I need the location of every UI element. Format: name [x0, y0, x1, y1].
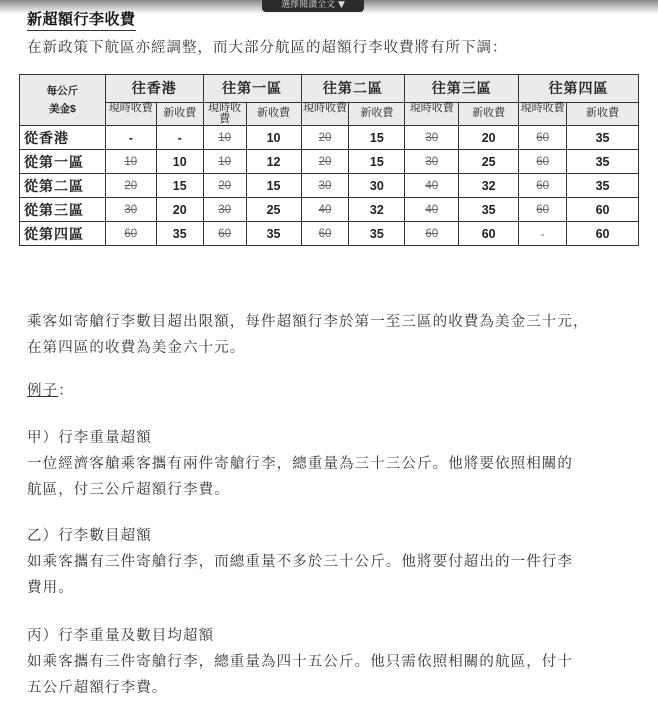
example-heading-colon: ： — [58, 383, 74, 399]
new-fee-cell: 30 — [349, 174, 405, 198]
current-fee-cell: - — [105, 126, 156, 150]
new-fee-cell: 15 — [349, 150, 405, 174]
fee-table — [19, 74, 639, 246]
current-fee-cell: 30 — [405, 126, 459, 150]
origin-label: 從第四區 — [20, 222, 106, 246]
new-fee-cell: 25 — [459, 150, 519, 174]
current-fee-cell: 40 — [301, 198, 349, 222]
example-heading-label: 例子 — [27, 383, 59, 399]
current-fee-header: 現時收費 — [405, 102, 459, 125]
new-fee-header: 新收費 — [156, 102, 203, 125]
current-fee-cell: 20 — [203, 174, 246, 198]
example-b — [27, 523, 573, 601]
new-fee-cell: 10 — [156, 150, 203, 174]
dest-header: 往第三區 — [405, 75, 519, 103]
example-c — [27, 623, 573, 701]
new-fee-cell: 15 — [349, 126, 405, 150]
current-fee-cell: 20 — [301, 126, 349, 150]
new-fee-cell: 35 — [459, 198, 519, 222]
new-fee-header: 新收費 — [349, 102, 405, 125]
dest-header: 往第二區 — [301, 75, 405, 103]
example-heading — [27, 378, 74, 404]
new-fee-cell: 35 — [567, 126, 639, 150]
current-fee-header: 現時收費 — [203, 102, 246, 125]
new-fee-cell: 60 — [567, 222, 639, 246]
example-line: 航區，付三公斤超額行李費。 — [27, 482, 230, 498]
new-fee-cell: 12 — [246, 150, 301, 174]
table-row — [20, 126, 639, 150]
origin-label: 從第二區 — [20, 174, 106, 198]
current-fee-cell: 30 — [105, 198, 156, 222]
new-fee-cell: 32 — [349, 198, 405, 222]
table-row — [20, 150, 639, 174]
current-fee-cell: 10 — [105, 150, 156, 174]
example-line: 如乘客攜有三件寄艙行李，而總重量不多於三十公斤。他將要付超出的一件行李 — [27, 554, 573, 570]
new-fee-cell: 60 — [567, 198, 639, 222]
table-row — [20, 174, 639, 198]
current-fee-cell: 60 — [105, 222, 156, 246]
excess-piece-note — [27, 309, 589, 361]
new-fee-cell: 25 — [246, 198, 301, 222]
example-line: 五公斤超額行李費。 — [27, 680, 168, 696]
current-fee-cell: 60 — [203, 222, 246, 246]
dest-header: 往第四區 — [519, 75, 639, 103]
example-line: 如乘客攜有三件寄艙行李，總重量為四十五公斤。他只需依照相關的航區，付十 — [27, 654, 573, 670]
dest-header: 往第一區 — [203, 75, 301, 103]
current-fee-cell: 30 — [203, 198, 246, 222]
current-fee-cell: 20 — [301, 150, 349, 174]
current-fee-cell: 60 — [519, 126, 567, 150]
example-title: 乙）行李數目超額 — [27, 528, 152, 544]
current-fee-header: 現時收費 — [301, 102, 349, 125]
new-fee-header: 新收費 — [567, 102, 639, 125]
new-fee-cell: - — [156, 126, 203, 150]
origin-label: 從第一區 — [20, 150, 106, 174]
page-title: 新超額行李收費 — [27, 8, 136, 31]
example-line: 費用。 — [27, 580, 74, 596]
new-fee-cell: 20 — [156, 198, 203, 222]
new-fee-cell: 32 — [459, 174, 519, 198]
intro-text: 在新政策下航區亦經調整，而大部分航區的超額行李收費將有所下調： — [27, 40, 508, 56]
new-fee-cell: 10 — [246, 126, 301, 150]
current-fee-cell: 30 — [301, 174, 349, 198]
current-fee-header: 現時收費 — [105, 102, 156, 125]
new-fee-cell: 35 — [349, 222, 405, 246]
example-title: 丙）行李重量及數目均超額 — [27, 628, 215, 644]
dest-header: 往香港 — [105, 75, 203, 103]
current-fee-cell: 40 — [405, 174, 459, 198]
current-fee-cell: 10 — [203, 150, 246, 174]
current-fee-cell: 20 — [105, 174, 156, 198]
new-fee-cell: 20 — [459, 126, 519, 150]
table-row — [20, 198, 639, 222]
current-fee-cell: 40 — [405, 198, 459, 222]
new-fee-header: 新收費 — [459, 102, 519, 125]
new-fee-cell: 35 — [567, 150, 639, 174]
example-line: 一位經濟客艙乘客攜有兩件寄艙行李，總重量為三十三公斤。他將要依照相關的 — [27, 456, 573, 472]
current-fee-cell: 60 — [519, 198, 567, 222]
new-fee-cell: 15 — [246, 174, 301, 198]
example-a — [27, 425, 573, 503]
current-fee-header: 現時收費 — [519, 102, 567, 125]
current-fee-cell: - — [519, 222, 567, 246]
new-fee-header: 新收費 — [246, 102, 301, 125]
current-fee-cell: 30 — [405, 150, 459, 174]
new-fee-cell: 35 — [156, 222, 203, 246]
current-fee-cell: 60 — [519, 174, 567, 198]
new-fee-cell: 15 — [156, 174, 203, 198]
example-title: 甲）行李重量超額 — [27, 430, 152, 446]
unit-header — [20, 75, 106, 126]
current-fee-cell: 60 — [519, 150, 567, 174]
new-fee-cell: 35 — [567, 174, 639, 198]
current-fee-cell: 60 — [405, 222, 459, 246]
current-fee-cell: 10 — [203, 126, 246, 150]
note-line: 乘客如寄艙行李數目超出限額，每件超額行李於第一至三區的收費為美金三十元， — [27, 314, 589, 330]
origin-label: 從香港 — [20, 126, 106, 150]
new-fee-cell: 35 — [246, 222, 301, 246]
new-fee-cell: 60 — [459, 222, 519, 246]
current-fee-cell: 60 — [301, 222, 349, 246]
unit-label-per-kg: 每公斤 — [46, 85, 79, 97]
note-line: 在第四區的收費為美金六十元。 — [27, 340, 246, 356]
table-row — [20, 222, 639, 246]
origin-label: 從第三區 — [20, 198, 106, 222]
unit-label-usd: 美金$ — [49, 103, 76, 115]
read-more-popup[interactable]: 選擇閱讀全文 ▼ — [262, 0, 364, 12]
